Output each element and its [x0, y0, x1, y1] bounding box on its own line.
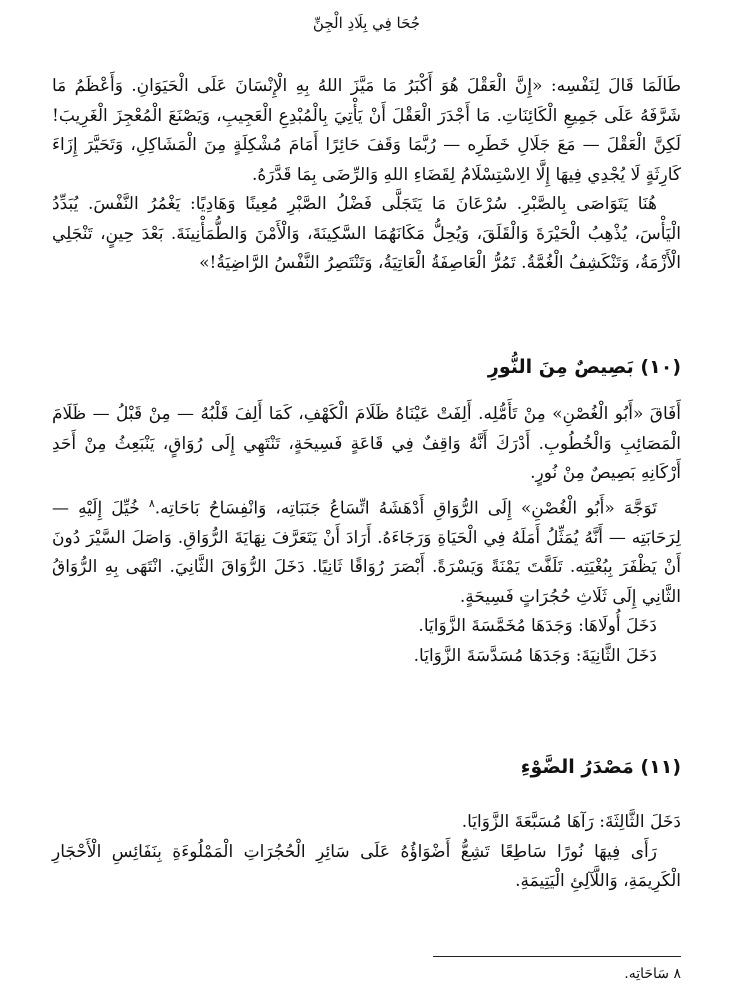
footnote-reference: ٨ — [148, 496, 155, 510]
section-heading-10: (١٠) بَصِيصٌ مِنَ النُّورِ — [487, 356, 681, 378]
paragraph: دَخَلَ الثَّالِثَةَ: رَآهَا مُسَبَّعَةَ الزَّوَايَا. — [461, 812, 681, 832]
paragraph: دَخَلَ أُولَاهَا: وَجَدَهَا مُخَمَّسَةَ الزَّوَايَا. — [418, 616, 657, 637]
paragraph: دَخَلَ الثَّانِيَةَ: وَجَدَهَا مُسَدَّسَةَ الزَّوَايَا. — [413, 645, 657, 666]
section-11-body — [52, 808, 681, 897]
paragraph: أَفَاقَ «أَبُو الْغُصْنِ» مِنْ تَأَمُّلِه. أَلِفَتْ عَيْنَاهُ ظَلَامَ الْكَهْفِ، كَمَا أَلِفَ قَلْبُهُ — مِنْ قَبْلُ — ظَلَامَ الْمَصَائِبِ وَالْخُطُوبِ. أَدْرَكَ أَنَّهُ وَاقِفٌ فِي قَاعَةٍ فَسِيحَةٍ، تَنْتَهِي إِلَى رُوَاقٍ، يَنْبَعِثُ مِنْ أَحَدِ أَرْكَانِهِ بَصِيصٌ مِنْ نُورٍ. — [52, 404, 681, 483]
paragraph: هُنَا يَتَوَاصَى بِالصَّبْرِ. سُرْعَانَ مَا يَتَجَلَّى فَضْلُ الصَّبْرِ مُعِينًا وَهَادِيًا: يَغْمُرُ النَّفْسَ. يُبَدِّدُ الْيَأْسَ، يُذْهِبُ الْحَيْرَةَ وَالْقَلَقَ، وَيُحِلُّ مَكَانَهُمَا السَّكِينَةَ، وَالْأَمْنَ وَالطُّمَأْنِينَةَ. بَعْدَ حِينٍ، تَنْجَلِي الْأَزْمَةُ، وَتَنْكَشِفُ الْغُمَّةُ. تَمُرُّ الْعَاصِفَةُ الْعَاتِيَةُ، وَتَنْتَصِرُ النَّفْسُ الرَّاضِيَةُ!» — [52, 194, 681, 273]
section-10-body — [52, 400, 681, 671]
footnote-divider — [433, 956, 681, 957]
paragraph: رَأَى فِيهَا نُورًا سَاطِعًا تَشِعُّ أَضْوَاؤُهُ عَلَى سَائِرِ الْحُجُرَاتِ الْمَمْلُوءَةِ بِنَفَائِسِ الْأَحْجَارِ الْكَرِيمَةِ، وَاللَّآلِئِ الْيَتِيمَةِ. — [52, 841, 681, 891]
footnote: ٨ سَاحَاتِه. — [624, 966, 681, 982]
running-header: جُحَا فِي بِلَادِ الْجِنِّ — [312, 14, 421, 32]
section-heading-11: (١١) مَصْدَرُ الضَّوْءِ — [520, 756, 681, 778]
paragraph — [52, 489, 681, 613]
opening-passage — [52, 72, 681, 279]
paragraph: طَالَمَا قَالَ لِنَفْسِه: «إِنَّ الْعَقْلَ هُوَ أَكْبَرُ مَا مَيَّزَ اللهُ بِهِ الْإِنْسَانَ عَلَى الْحَيَوَانِ. وَأَعْظَمُ مَا شَرَّفَهُ عَلَى جَمِيعِ الْكَائِنَاتِ. مَا أَجْدَرَ الْعَقْلَ أَنْ يَأْتِيَ بِالْمُبْدِعِ الْعَجِيبِ، وَيَصْنَعَ الْمُعْجِزَ الْغَرِيبَ! لَكِنَّ الْعَقْلَ — مَعَ جَلَالِ خَطَرِه — رُبَّمَا وَقَفَ حَائِرًا أَمَامَ مُشْكِلَةٍ مِنَ الْمَشَاكِلِ، وَتَحَيَّرَ إِزَاءَ كَارِثَةٍ لَا يُجْدِي فِيهَا إِلَّا الِاسْتِسْلَامُ لِقَضَاءِ اللهِ وَالرِّضَى بِمَا قَدَّرَهُ. — [52, 76, 681, 185]
paragraph-text: خُيِّلَ إِلَيْهِ — لِرَحَابَتِه — أَنَّهُ يُمَثِّلُ أَمَلَهُ فِي الْحَيَاةِ وَرَجَاءَهُ. أَرَادَ أَنْ يَتَعَرَّفَ نِهَايَةَ الرُّوَاقِ. وَاصَلَ السَّيْرَ دُونَ أَنْ يَظْفَرَ بِبُغْيَتِه. تَلَفَّتَ يَمْنَةً وَيَسْرَةً. أَبْصَرَ رُوَاقًا ثَانِيًا. دَخَلَ الرُّوَاقَ الثَّانِيَ. انْتَهَى بِهِ الرُّوَاقُ الثَّانِي إِلَى ثَلَاثِ حُجُرَاتٍ فَسِيحَةٍ. — [52, 498, 681, 607]
paragraph-text: تَوَجَّهَ «أَبُو الْغُصْنِ» إِلَى الرُّوَاقِ أَدْهَشَهُ اتِّسَاعُ جَنَبَاتِه، وَانْفِسَاحُ بَاحَاتِه. — [154, 498, 657, 519]
